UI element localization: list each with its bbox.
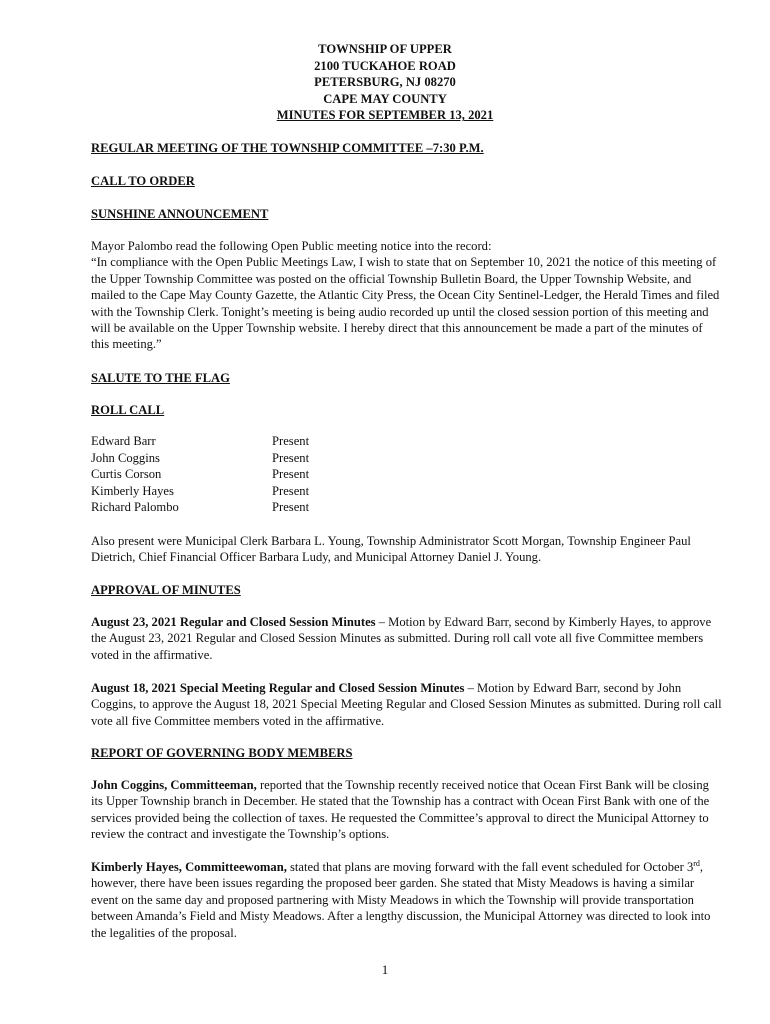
minutes-august-23-paragraph [91,614,723,663]
minutes-august-18-paragraph [91,680,723,729]
report-hayes-superscript: rd [693,858,700,868]
report-hayes-text-b: , however, there have been issues regarding the proposed beer garden. She stated that Misty Meadows is having a similar event on the same day and proposed partnering with Misty Meadows in which the Township will provide transportation between Amanda’s Field and Misty Meadows. After a lengthy discussion, the Municipal Attorney was directed to look into the legalities of the proposal. [91,860,711,940]
roll-name: John Coggins [91,450,160,465]
minutes-august-18-title: August 18, 2021 Special Meeting Regular and Closed Session Minutes [91,681,465,695]
report-coggins-paragraph [91,777,723,843]
sunshine-notice: “In compliance with the Open Public Meetings Law, I wish to state that on September 10, 2021 the notice of this meeting of the Upper Township Committee was posted on the official Township Bulletin Board, the Upper Township Website, and mailed to the Cape May County Gazette, the Atlantic City Press, the Ocean City Sentinel-Ledger, the Herald Times and filed with the Township Clerk. Tonight’s meeting is being audio recorded up until the closed session portion of this meeting and will be available on the Upper Township website. I hereby direct that this announcement be made a part of the minutes of this meeting.” [91,255,720,352]
roll-status: Present [272,500,310,515]
roll-name: Kimberly Hayes [91,483,174,498]
report-coggins-title: John Coggins, Committeeman, [91,778,257,792]
roll-status: Present [272,483,310,498]
report-hayes-title: Kimberly Hayes, Committeewoman, [91,860,287,874]
sunshine-intro: Mayor Palombo read the following Open Public meeting notice into the record: [91,239,492,253]
header-county: CAPE MAY COUNTY [323,91,447,106]
minutes-august-23-title: August 23, 2021 Regular and Closed Session Minutes [91,615,376,629]
roll-status: Present [272,450,310,465]
header-city: PETERSBURG, NJ 08270 [314,75,456,90]
roll-row [91,450,309,467]
report-coggins-text: reported that the Township recently received notice that Ocean First Bank will be closing its Upper Township branch in December. He stated that the Township has a contract with Ocean First Bank with one of the services provided being the collection of taxes. He requested the Committee’s approval to direct the Municipal Attorney to review the contract and investigate the Township’s options. [91,778,710,842]
heading-report-governing-body: REPORT OF GOVERNING BODY MEMBERS [91,746,353,760]
report-hayes-text-a: stated that plans are moving forward with the fall event scheduled for October 3 [286,860,694,874]
header-township: TOWNSHIP OF UPPER [318,42,452,56]
header-address: 2100 TUCKAHOE ROAD [314,58,456,73]
sunshine-paragraph [91,238,723,353]
document-header [0,41,770,124]
heading-sunshine: SUNSHINE ANNOUNCEMENT [91,207,269,221]
report-hayes-paragraph [91,859,723,941]
page-number: 1 [381,962,389,977]
roll-call-list [91,433,309,516]
roll-row [91,483,309,500]
roll-row [91,433,309,450]
heading-salute: SALUTE TO THE FLAG [91,371,230,385]
heading-regular-meeting: REGULAR MEETING OF THE TOWNSHIP COMMITTEE –7:30 P.M. [91,141,484,155]
roll-name: Richard Palombo [91,500,179,515]
header-minutes-date: MINUTES FOR SEPTEMBER 13, 2021 [276,108,494,123]
heading-approval-of-minutes: APPROVAL OF MINUTES [91,583,241,597]
heading-roll-call: ROLL CALL [91,403,165,417]
roll-status: Present [272,434,310,448]
also-present-paragraph: Also present were Municipal Clerk Barbara L. Young, Township Administrator Scott Morgan, Township Engineer Paul Dietrich, Chief Financial Officer Barbara Ludy, and Municipal Attorney Daniel J. Young. [91,534,691,565]
minutes-august-18-text: – Motion by Edward Barr, second by John Coggins, to approve the August 18, 2021 Special Meeting Regular and Closed Session Minutes as submitted. During roll call vote all five Committee members voted in the affirmative. [91,681,722,728]
heading-call-to-order: CALL TO ORDER [91,174,195,188]
roll-status: Present [272,467,310,482]
roll-row [91,466,309,483]
roll-name: Edward Barr [91,434,156,448]
roll-name: Curtis Corson [91,467,162,482]
roll-row [91,499,309,516]
minutes-august-23-text: – Motion by Edward Barr, second by Kimberly Hayes, to approve the August 23, 2021 Regular and Closed Session Minutes as submitted. During roll call vote all five Committee members voted in the affirmative. [91,615,712,662]
